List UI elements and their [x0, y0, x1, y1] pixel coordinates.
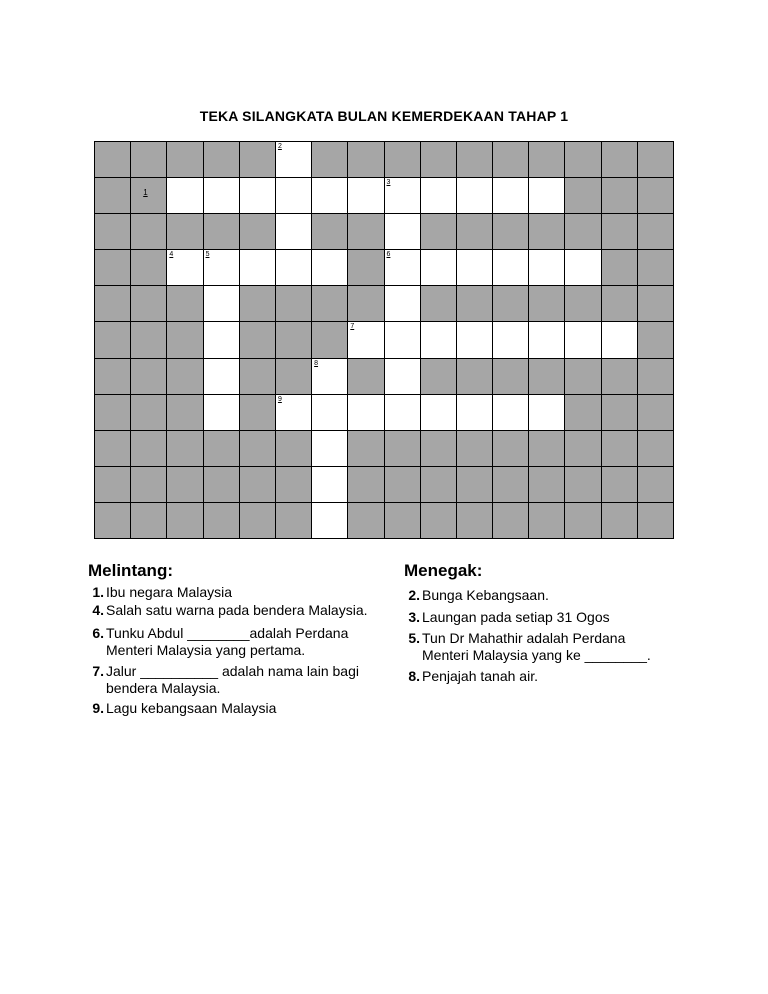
- crossword-cell-open[interactable]: [457, 322, 492, 357]
- crossword-cell-open[interactable]: [204, 286, 239, 321]
- crossword-cell-open[interactable]: [240, 178, 275, 213]
- crossword-grid: [94, 141, 674, 539]
- crossword-cell-open[interactable]: [385, 214, 420, 249]
- crossword-cell-blocked: [240, 214, 275, 249]
- clue-number: 6: [386, 251, 391, 259]
- crossword-cell-blocked: [240, 503, 275, 538]
- crossword-cell-blocked: [529, 214, 564, 249]
- crossword-cell-open[interactable]: [421, 322, 456, 357]
- crossword-cell-blocked: [421, 431, 456, 466]
- clue-number: 7: [350, 323, 355, 331]
- crossword-cell-blocked: [167, 359, 202, 394]
- crossword-cell-blocked: [493, 503, 528, 538]
- crossword-cell-blocked: [348, 142, 383, 177]
- crossword-cell-open[interactable]: [276, 178, 311, 213]
- crossword-cell-open[interactable]: [240, 250, 275, 285]
- crossword-cell-blocked: [602, 503, 637, 538]
- crossword-cell-blocked: [529, 431, 564, 466]
- crossword-cell-open[interactable]: [276, 214, 311, 249]
- crossword-cell-blocked: [95, 286, 130, 321]
- crossword-cell-open[interactable]: [457, 395, 492, 430]
- crossword-cell-blocked: [167, 214, 202, 249]
- clue-text: Jalur __________ adalah nama lain bagi bendera Malaysia.: [106, 663, 359, 696]
- crossword-cell-blocked: [493, 431, 528, 466]
- clue-text: Bunga Kebangsaan.: [422, 587, 549, 603]
- crossword-cell-blocked: [240, 142, 275, 177]
- crossword-cell-blocked: [276, 431, 311, 466]
- crossword-cell-open[interactable]: [348, 395, 383, 430]
- crossword-cell-blocked: [167, 142, 202, 177]
- crossword-cell-blocked: [348, 503, 383, 538]
- crossword-cell-blocked: [95, 322, 130, 357]
- crossword-cell-blocked: [638, 395, 673, 430]
- clue-number-label: 6.: [92, 625, 104, 641]
- crossword-cell-blocked: [457, 286, 492, 321]
- crossword-cell-blocked: [348, 467, 383, 502]
- crossword-cell-blocked: [602, 250, 637, 285]
- crossword-cell-blocked: [240, 322, 275, 357]
- clue-number: 4: [169, 251, 174, 259]
- crossword-cell-open[interactable]: [529, 395, 564, 430]
- crossword-cell-open[interactable]: [312, 431, 347, 466]
- clue-number: 3: [386, 179, 391, 187]
- crossword-cell-blocked: [602, 178, 637, 213]
- crossword-cell-blocked: [457, 359, 492, 394]
- crossword-cell-blocked: [529, 503, 564, 538]
- crossword-cell-blocked: [131, 142, 166, 177]
- crossword-cell-blocked: [95, 467, 130, 502]
- page-title: TEKA SILANGKATA BULAN KEMERDEKAAN TAHAP 1: [199, 108, 569, 124]
- crossword-cell-blocked: [385, 467, 420, 502]
- down-clue-list: [404, 587, 704, 685]
- crossword-cell-open[interactable]: [565, 322, 600, 357]
- crossword-cell-blocked: [348, 286, 383, 321]
- crossword-cell-blocked: [529, 286, 564, 321]
- crossword-cell-blocked: [638, 214, 673, 249]
- crossword-cell-blocked: [385, 503, 420, 538]
- crossword-cell-blocked: [457, 142, 492, 177]
- crossword-cell-blocked: [131, 214, 166, 249]
- clue-number-label: 3.: [408, 609, 420, 625]
- crossword-cell-open[interactable]: [421, 250, 456, 285]
- crossword-cell-blocked: [348, 359, 383, 394]
- crossword-cell-blocked: [240, 359, 275, 394]
- crossword-cell-blocked: [204, 431, 239, 466]
- crossword-cell-blocked: [602, 286, 637, 321]
- crossword-cell-open[interactable]: [385, 359, 420, 394]
- crossword-cell-blocked: [95, 142, 130, 177]
- clue-item: [88, 625, 398, 659]
- crossword-cell-blocked: [131, 503, 166, 538]
- crossword-cell-blocked: [602, 431, 637, 466]
- clue-number: 2: [277, 143, 282, 150]
- crossword-cell-open[interactable]: [312, 178, 347, 213]
- crossword-cell-blocked: [638, 142, 673, 177]
- crossword-cell-blocked: [493, 286, 528, 321]
- crossword-cell-blocked: [602, 214, 637, 249]
- crossword-cell-blocked: [493, 467, 528, 502]
- crossword-cell-open[interactable]: [529, 178, 564, 213]
- crossword-cell-blocked: [421, 286, 456, 321]
- clue-item: [404, 609, 704, 626]
- crossword-cell-open[interactable]: [565, 250, 600, 285]
- crossword-cell-open[interactable]: [529, 250, 564, 285]
- crossword-cell-open[interactable]: [529, 322, 564, 357]
- crossword-cell-blocked: [348, 214, 383, 249]
- crossword-cell-blocked: [167, 395, 202, 430]
- crossword-cell-blocked: [529, 467, 564, 502]
- crossword-cell-blocked: [240, 431, 275, 466]
- crossword-cell-blocked: [167, 503, 202, 538]
- crossword-cell-open[interactable]: [204, 395, 239, 430]
- crossword-cell-open[interactable]: [167, 178, 202, 213]
- crossword-cell-blocked: [529, 359, 564, 394]
- crossword-cell-open[interactable]: [312, 395, 347, 430]
- crossword-cell-blocked: [131, 286, 166, 321]
- crossword-cell-blocked: [638, 250, 673, 285]
- crossword-cell-blocked: [529, 142, 564, 177]
- crossword-cell-blocked: [457, 467, 492, 502]
- clue-text: Salah satu warna pada bendera Malaysia.: [106, 602, 368, 618]
- clue-text: Tun Dr Mahathir adalah Perdana Menteri Malaysia yang ke ________.: [422, 630, 651, 663]
- crossword-cell-blocked: [565, 142, 600, 177]
- crossword-cell-blocked: [493, 359, 528, 394]
- crossword-cell-blocked: [167, 467, 202, 502]
- crossword-cell-blocked: [131, 250, 166, 285]
- crossword-cell-blocked: [385, 431, 420, 466]
- clue-item: [404, 668, 704, 685]
- crossword-cell-blocked: [602, 395, 637, 430]
- across-clue-list: [88, 584, 398, 717]
- crossword-cell-open[interactable]: [167, 250, 202, 285]
- crossword-cell-open[interactable]: [348, 322, 383, 357]
- crossword-cell-open[interactable]: [276, 142, 311, 177]
- clue-number: 1: [143, 188, 148, 198]
- across-heading: Melintang:: [88, 561, 173, 580]
- crossword-cell-blocked: [638, 503, 673, 538]
- crossword-cell-blocked: [493, 214, 528, 249]
- crossword-cell-open[interactable]: [312, 503, 347, 538]
- clue-text: Tunku Abdul ________adalah Perdana Menteri Malaysia yang pertama.: [106, 625, 349, 658]
- crossword-cell-blocked: [565, 395, 600, 430]
- crossword-cell-blocked: [312, 322, 347, 357]
- clue-number: 5: [205, 251, 210, 259]
- crossword-cell-blocked: [95, 214, 130, 249]
- crossword-cell-blocked: [421, 142, 456, 177]
- crossword-cell-blocked: [421, 503, 456, 538]
- crossword-cell-blocked: [276, 503, 311, 538]
- crossword-cell-open[interactable]: [348, 178, 383, 213]
- crossword-cell-blocked: [167, 286, 202, 321]
- clue-number-label: 8.: [408, 668, 420, 684]
- crossword-cell-blocked: [131, 322, 166, 357]
- crossword-cell-open[interactable]: [204, 322, 239, 357]
- crossword-cell-blocked: [421, 359, 456, 394]
- crossword-cell-open[interactable]: [493, 178, 528, 213]
- crossword-cell-blocked: [385, 142, 420, 177]
- crossword-cell-blocked: [131, 395, 166, 430]
- clue-text: Laungan pada setiap 31 Ogos: [422, 609, 610, 625]
- clue-number-label: 2.: [408, 587, 420, 603]
- crossword-cell-blocked: [240, 395, 275, 430]
- crossword-cell-blocked: [276, 467, 311, 502]
- crossword-cell-open[interactable]: [385, 322, 420, 357]
- crossword-cell-open[interactable]: [457, 178, 492, 213]
- crossword-cell-blocked: [457, 214, 492, 249]
- crossword-cell-blocked: [204, 467, 239, 502]
- crossword-cell-blocked: [276, 322, 311, 357]
- crossword-cell-blocked: [638, 322, 673, 357]
- crossword-cell-blocked: [240, 467, 275, 502]
- crossword-cell-open[interactable]: [312, 250, 347, 285]
- crossword-cell-blocked: [240, 286, 275, 321]
- crossword-cell-open[interactable]: [421, 178, 456, 213]
- crossword-cell-blocked: [312, 286, 347, 321]
- crossword-cell-blocked: [638, 178, 673, 213]
- crossword-cell-open[interactable]: [457, 250, 492, 285]
- crossword-cell-open[interactable]: [385, 178, 420, 213]
- crossword-cell-blocked: [602, 359, 637, 394]
- clue-item: [88, 584, 398, 601]
- clue-number-label: 7.: [92, 663, 104, 679]
- crossword-cell-blocked: [204, 214, 239, 249]
- crossword-cell-open[interactable]: [385, 286, 420, 321]
- crossword-cell-blocked: [204, 142, 239, 177]
- clue-item: [88, 700, 398, 717]
- crossword-cell-open[interactable]: [276, 395, 311, 430]
- crossword-cell-open[interactable]: [385, 395, 420, 430]
- crossword-cell-open[interactable]: [204, 359, 239, 394]
- crossword-cell-blocked: [602, 467, 637, 502]
- crossword-cell-blocked: [565, 178, 600, 213]
- crossword-cell-blocked: [457, 503, 492, 538]
- clue-number: 8: [314, 359, 319, 367]
- crossword-cell-blocked: [167, 431, 202, 466]
- crossword-cell-blocked: [565, 503, 600, 538]
- crossword-cell-blocked: [457, 431, 492, 466]
- crossword-cell-open[interactable]: [493, 322, 528, 357]
- clue-text: Ibu negara Malaysia: [106, 584, 233, 600]
- crossword-cell-blocked: [95, 178, 130, 213]
- crossword-cell-open[interactable]: [312, 467, 347, 502]
- clue-item: [88, 602, 398, 619]
- crossword-cell-blocked: [312, 214, 347, 249]
- crossword-cell-blocked: [638, 467, 673, 502]
- crossword-cell-blocked: [348, 250, 383, 285]
- clue-number: 9: [277, 395, 282, 403]
- crossword-cell-blocked: [95, 359, 130, 394]
- crossword-cell-open[interactable]: [312, 359, 347, 394]
- crossword-cell-blocked: [638, 286, 673, 321]
- clue-text: Lagu kebangsaan Malaysia: [106, 700, 277, 716]
- crossword-cell-open[interactable]: [385, 250, 420, 285]
- crossword-cell-open[interactable]: [276, 250, 311, 285]
- clue-number-label: 9.: [92, 700, 104, 716]
- crossword-cell-blocked: [493, 142, 528, 177]
- crossword-cell-blocked: [131, 178, 166, 213]
- crossword-cell-blocked: [565, 359, 600, 394]
- clue-item: [404, 630, 704, 664]
- crossword-cell-blocked: [312, 142, 347, 177]
- crossword-cell-blocked: [131, 467, 166, 502]
- crossword-cell-blocked: [167, 322, 202, 357]
- crossword-cell-open[interactable]: [204, 250, 239, 285]
- crossword-cell-blocked: [131, 431, 166, 466]
- crossword-cell-blocked: [95, 431, 130, 466]
- crossword-cell-blocked: [565, 467, 600, 502]
- clue-number-label: 5.: [408, 630, 420, 646]
- crossword-cell-blocked: [638, 359, 673, 394]
- crossword-cell-blocked: [638, 431, 673, 466]
- crossword-cell-blocked: [95, 250, 130, 285]
- crossword-cell-blocked: [421, 214, 456, 249]
- crossword-cell-blocked: [276, 359, 311, 394]
- clue-number-label: 1.: [92, 584, 104, 600]
- crossword-cell-blocked: [95, 503, 130, 538]
- crossword-cell-open[interactable]: [602, 322, 637, 357]
- crossword-cell-open[interactable]: [493, 395, 528, 430]
- crossword-cell-blocked: [348, 431, 383, 466]
- crossword-cell-blocked: [565, 431, 600, 466]
- crossword-cell-blocked: [565, 214, 600, 249]
- crossword-cell-open[interactable]: [493, 250, 528, 285]
- clue-item: [404, 587, 704, 604]
- clue-text: Penjajah tanah air.: [422, 668, 538, 684]
- crossword-cell-blocked: [565, 286, 600, 321]
- clue-item: [88, 663, 398, 697]
- crossword-cell-blocked: [204, 503, 239, 538]
- crossword-cell-open[interactable]: [204, 178, 239, 213]
- crossword-cell-open[interactable]: [421, 395, 456, 430]
- crossword-cell-blocked: [602, 142, 637, 177]
- down-heading: Menegak:: [404, 561, 483, 580]
- crossword-cell-blocked: [276, 286, 311, 321]
- clue-number-label: 4.: [92, 602, 104, 618]
- crossword-cell-blocked: [95, 395, 130, 430]
- crossword-cell-blocked: [421, 467, 456, 502]
- crossword-cell-blocked: [131, 359, 166, 394]
